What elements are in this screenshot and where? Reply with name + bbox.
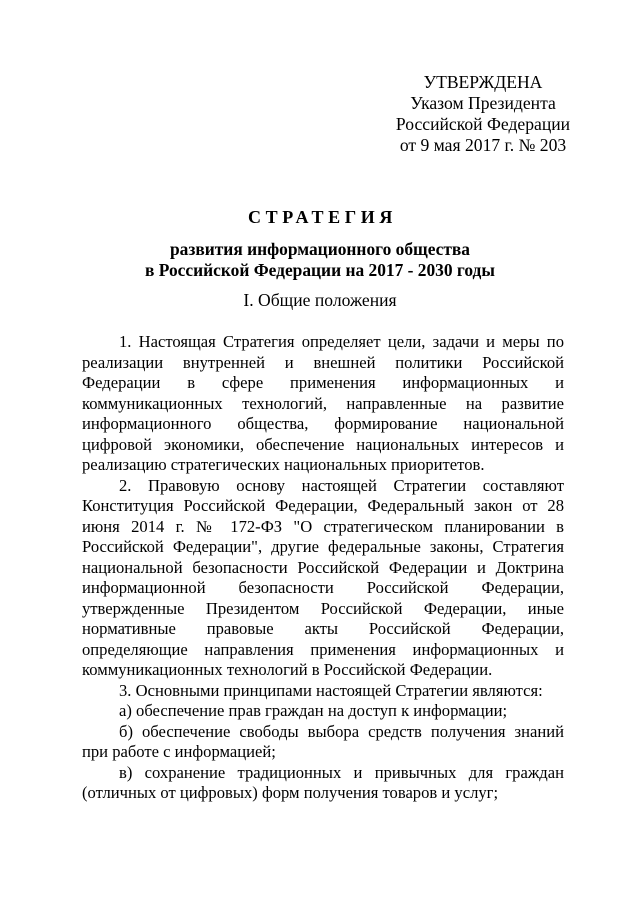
document-title: СТРАТЕГИЯ	[248, 207, 397, 227]
paragraph-3c: в) сохранение традиционных и привычных для граждан (отличных от цифровых) форм получения товаров и услуг;	[82, 762, 564, 802]
subtitle-line-2: в Российской Федерации на 2017 - 2030 годы	[145, 260, 495, 280]
paragraph-3b: б) обеспечение свободы выбора средств получения знаний при работе с информацией;	[82, 721, 564, 761]
document-title-block	[0, 205, 640, 281]
paragraph-2: 2. Правовую основу настоящей Стратегии составляют Конституция Российской Федерации, Федеральный закон от 28 июня 2014 г. № 172-ФЗ "О стратегическом планировании в Российской Федерации", другие федеральные законы, Стратегия национальной безопасности Российской Федерации и Доктрина информационной безопасности Российской Федерации, утвержденные Президентом Российской Федерации, иные нормативные правовые акты Российской Федерации, определяющие направления применения информационных и коммуникационных технологий в Российской Федерации.	[82, 475, 564, 679]
approval-decree: Указом Президента	[410, 93, 556, 113]
paragraph-1: 1. Настоящая Стратегия определяет цели, задачи и меры по реализации внутренней и внешней политики Российской Федерации в сфере применения информационных и коммуникационных технологий, направленные на развитие информационного общества, формирование национальной цифровой экономики, обеспечение национальных интересов и реализацию стратегических национальных приоритетов.	[82, 332, 564, 474]
approval-title: УТВЕРЖДЕНА	[423, 72, 543, 92]
section-heading: I. Общие положения	[243, 290, 397, 310]
approval-stamp	[378, 72, 588, 156]
paragraph-3a: а) обеспечение прав граждан на доступ к информации;	[119, 701, 508, 720]
document-body	[82, 332, 564, 804]
approval-date: от 9 мая 2017 г. № 203	[399, 135, 567, 155]
document-subtitle	[0, 239, 640, 281]
subtitle-line-1: развития информационного общества	[169, 239, 470, 259]
paragraph-3: 3. Основными принципами настоящей Стратегии являются:	[119, 680, 543, 700]
approval-country: Российской Федерации	[395, 114, 571, 134]
